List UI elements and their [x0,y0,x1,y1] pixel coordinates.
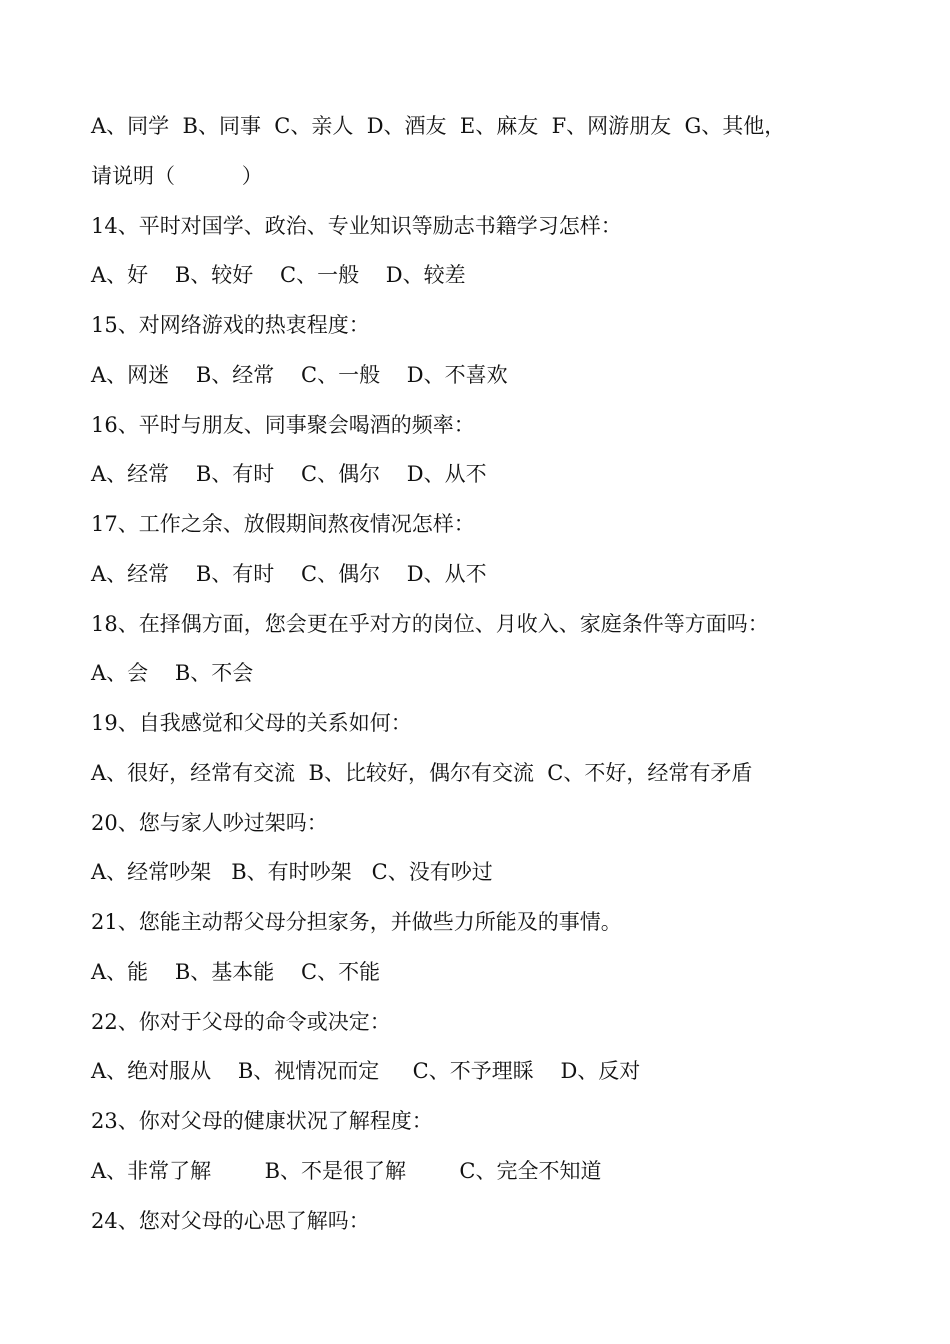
q24-question: 24、您对父母的心思了解吗： [91,1209,370,1233]
q17-question: 17、工作之余、放假期间熬夜情况怎样： [91,512,475,536]
q17-options: A、经常 B、有时 C、偶尔 D、从不 [91,562,487,586]
q16-question: 16、平时与朋友、同事聚会喝酒的频率： [91,413,475,437]
q21-options: A、能 B、基本能 C、不能 [91,960,381,984]
q23-options: A、非常了解 B、不是很了解 C、完全不知道 [91,1159,602,1183]
q19-options: A、很好，经常有交流 B、比较好，偶尔有交流 C、不好，经常有矛盾 [91,761,753,785]
q16-options: A、经常 B、有时 C、偶尔 D、从不 [91,462,487,486]
q20-question: 20、您与家人吵过架吗： [91,811,328,835]
q18-question: 18、在择偶方面，您会更在乎对方的岗位、月收入、家庭条件等方面吗： [91,612,769,636]
q15-question: 15、对网络游戏的热衷程度： [91,313,370,337]
q18-options: A、会 B、不会 [91,661,254,685]
q23-question: 23、你对父母的健康状况了解程度： [91,1109,433,1133]
q20-options: A、经常吵架 B、有时吵架 C、没有吵过 [91,860,493,884]
q15-options: A、网迷 B、经常 C、一般 D、不喜欢 [91,363,508,387]
q13-options: A、同学 B、同事 C、亲人 D、酒友 E、麻友 F、网游朋友 G、其他， [91,114,786,138]
q19-question: 19、自我感觉和父母的关系如何： [91,711,412,735]
q22-question: 22、你对于父母的命令或决定： [91,1010,391,1034]
q14-options: A、好 B、较好 C、一般 D、较差 [91,263,466,287]
q13-options-other: 请说明（ ） [91,164,263,188]
q21-question: 21、您能主动帮父母分担家务，并做些力所能及的事情。 [91,910,622,934]
q22-options: A、绝对服从 B、视情况而定 C、不予理睬 D、反对 [91,1059,641,1083]
q14-question: 14、平时对国学、政治、专业知识等励志书籍学习怎样： [91,214,622,238]
